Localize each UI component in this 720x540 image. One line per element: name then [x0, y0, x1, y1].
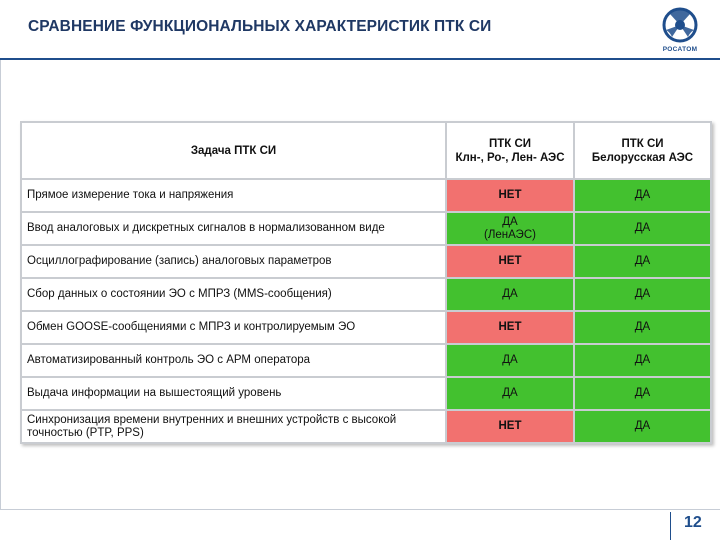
col1-cell: НЕТ — [446, 311, 574, 344]
col2-cell: ДА — [574, 410, 711, 443]
col1-cell — [446, 212, 574, 245]
footer-divider — [0, 509, 720, 510]
header-col1-line2: Клн-, Ро-, Лен- АЭС — [455, 151, 565, 164]
col2-cell: ДА — [574, 344, 711, 377]
header-col1 — [446, 122, 574, 179]
table-row — [21, 278, 711, 311]
rosatom-logo — [652, 6, 708, 64]
col2-cell: ДА — [574, 212, 711, 245]
header-col2 — [574, 122, 711, 179]
left-border — [0, 60, 1, 510]
header-divider — [0, 58, 720, 60]
task-cell: Обмен GOOSE-сообщениями с МПРЗ и контролируемым ЭО — [21, 311, 446, 344]
col2-cell: ДА — [574, 179, 711, 212]
table-row — [21, 179, 711, 212]
logo-label: РОСАТОМ — [662, 46, 698, 53]
task-cell: Прямое измерение тока и напряжения — [21, 179, 446, 212]
header-col2-line1: ПТК СИ — [621, 137, 664, 150]
col2-cell: ДА — [574, 311, 711, 344]
table-row — [21, 311, 711, 344]
col1-cell-line1: ДА — [502, 215, 518, 228]
header-col1-line1: ПТК СИ — [488, 137, 532, 150]
atom-icon — [652, 6, 708, 46]
col1-cell-line2: (ЛенАЭС) — [484, 228, 536, 241]
col1-cell: ДА — [446, 278, 574, 311]
task-cell-line2: точностью (PTP, PPS) — [27, 426, 144, 439]
page-number: 12 — [684, 514, 702, 531]
table-row — [21, 245, 711, 278]
slide-title: СРАВНЕНИЕ ФУНКЦИОНАЛЬНЫХ ХАРАКТЕРИСТИК ПТК СИ — [28, 18, 492, 35]
col1-cell: ДА — [446, 344, 574, 377]
table-row — [21, 344, 711, 377]
col2-cell: ДА — [574, 278, 711, 311]
task-cell: Выдача информации на вышестоящий уровень — [21, 377, 446, 410]
col1-cell: НЕТ — [446, 179, 574, 212]
table-row — [21, 212, 711, 245]
col1-cell: НЕТ — [446, 245, 574, 278]
task-cell: Автоматизированный контроль ЭО с АРМ оператора — [21, 344, 446, 377]
page-number-divider — [670, 512, 671, 540]
col2-cell: ДА — [574, 245, 711, 278]
task-cell: Сбор данных о состоянии ЭО с МПРЗ (MMS-сообщения) — [21, 278, 446, 311]
task-cell: Ввод аналоговых и дискретных сигналов в нормализованном виде — [21, 212, 446, 245]
header-task: Задача ПТК СИ — [21, 122, 446, 179]
task-cell: Осциллографирование (запись) аналоговых параметров — [21, 245, 446, 278]
col2-cell: ДА — [574, 377, 711, 410]
table-row — [21, 377, 711, 410]
col1-cell: НЕТ — [446, 410, 574, 443]
table-header-row — [21, 122, 711, 179]
task-cell — [21, 410, 446, 443]
task-cell-line1: Синхронизация времени внутренних и внешних устройств с высокой — [27, 413, 397, 426]
col1-cell: ДА — [446, 377, 574, 410]
header-col2-line2: Белорусская АЭС — [591, 151, 694, 164]
comparison-table — [20, 121, 712, 444]
table-row — [21, 410, 711, 443]
